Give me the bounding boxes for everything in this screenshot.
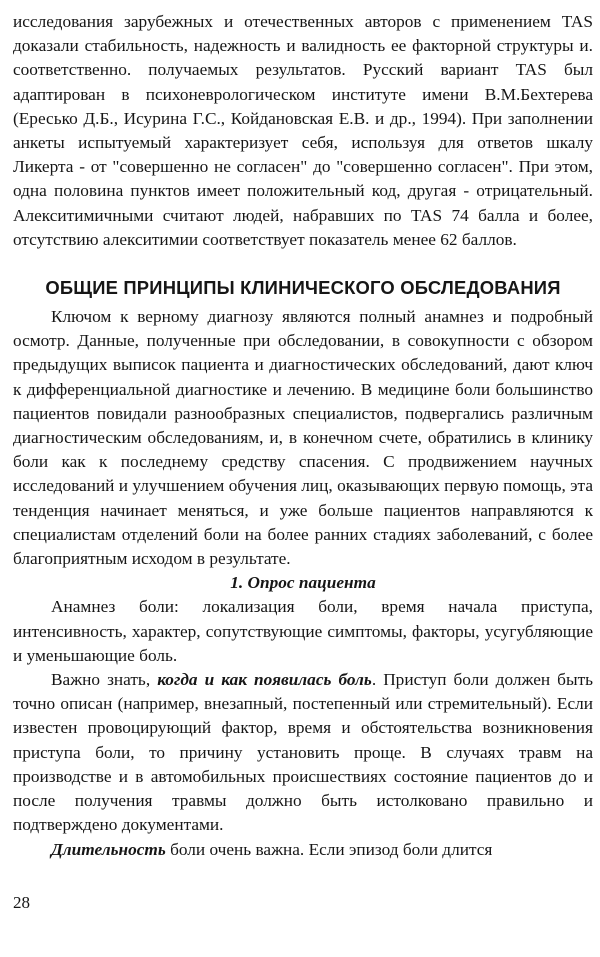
important-rest: . Приступ боли должен быть точно описан (например, внезапный, постепенный или стремительный). Если известен провоцирующий фактор, время и обстоятельства возникновения приступа боли, то причину установить проще. В случаях травм на производстве и в автомобильных происшествиях состояние пациентов до и после получения травмы должно быть истолковано правильно и подтверждено документами. [13, 670, 594, 835]
section-paragraph: Ключом к верному диагнозу являются полный анамнез и подробный осмотр. Данные, полученные при обследовании, в совокупности с обзором предыдущих выписок пациента и диагностических обследований, дают ключ к дифференциальной диагностике и лечению. В медицине боли большинство пациентов повидали разнообразных специалистов, подвергались различным диагностическим обследованиям, и, в конечном счете, обратились в клинику боли как к последнему средству спасения. С продвижением научных исследований и улучшением обучения лиц, оказывающих первую помощь, эта тенденция начинает меняться, и уже больше пациентов направляются к специалистам отделений боли на более ранних стадиях заболеваний, с более благоприятным исходом в результате. [13, 307, 593, 569]
important-lead: Важно знать, [51, 670, 158, 690]
duration-rest: боли очень важна. Если эпизод боли длится [165, 839, 493, 859]
page-number: 28 [13, 893, 30, 912]
important-emphasis: когда и как появилась боль [157, 670, 372, 690]
page-content [13, 10, 593, 862]
duration-paragraph [13, 838, 593, 862]
important-paragraph [13, 668, 593, 837]
intro-paragraph: исследования зарубежных и отечественных авторов с применением TAS доказали стабильность, надежность и валидность ее факторной структуры и. соответственно. получаемых результатов. Русский вариант TAS был адаптирован в психоневрологическом институте имени В.М.Бехтерева (Ересько Д.Б., Исурина Г.С., Койдановская Е.В. и др., 1994). При заполнении анкеты испытуемый характеризует себя, используя для ответов шкалу Ликерта - от "совершенно не согласен" до "совершенно согласен". При этом, одна половина пунктов имеет положительный код, другая - отрицательный. Алекситимичными считают людей, набравших по TAS 74 балла и более, отсутствию алекситимии соответствует показатель менее 62 баллов. [13, 12, 593, 249]
anamnesis-paragraph: Анамнез боли: локализация боли, время начала приступа, интенсивность, характер, сопутствующие симптомы, факторы, усугубляющие и уменьшающие боль. [13, 597, 593, 665]
duration-emphasis: Длительность [51, 839, 166, 859]
section-title: ОБЩИЕ ПРИНЦИПЫ КЛИНИЧЕСКОГО ОБСЛЕДОВАНИЯ [45, 277, 561, 299]
subsection-title: 1. Опрос пациента [230, 573, 376, 593]
